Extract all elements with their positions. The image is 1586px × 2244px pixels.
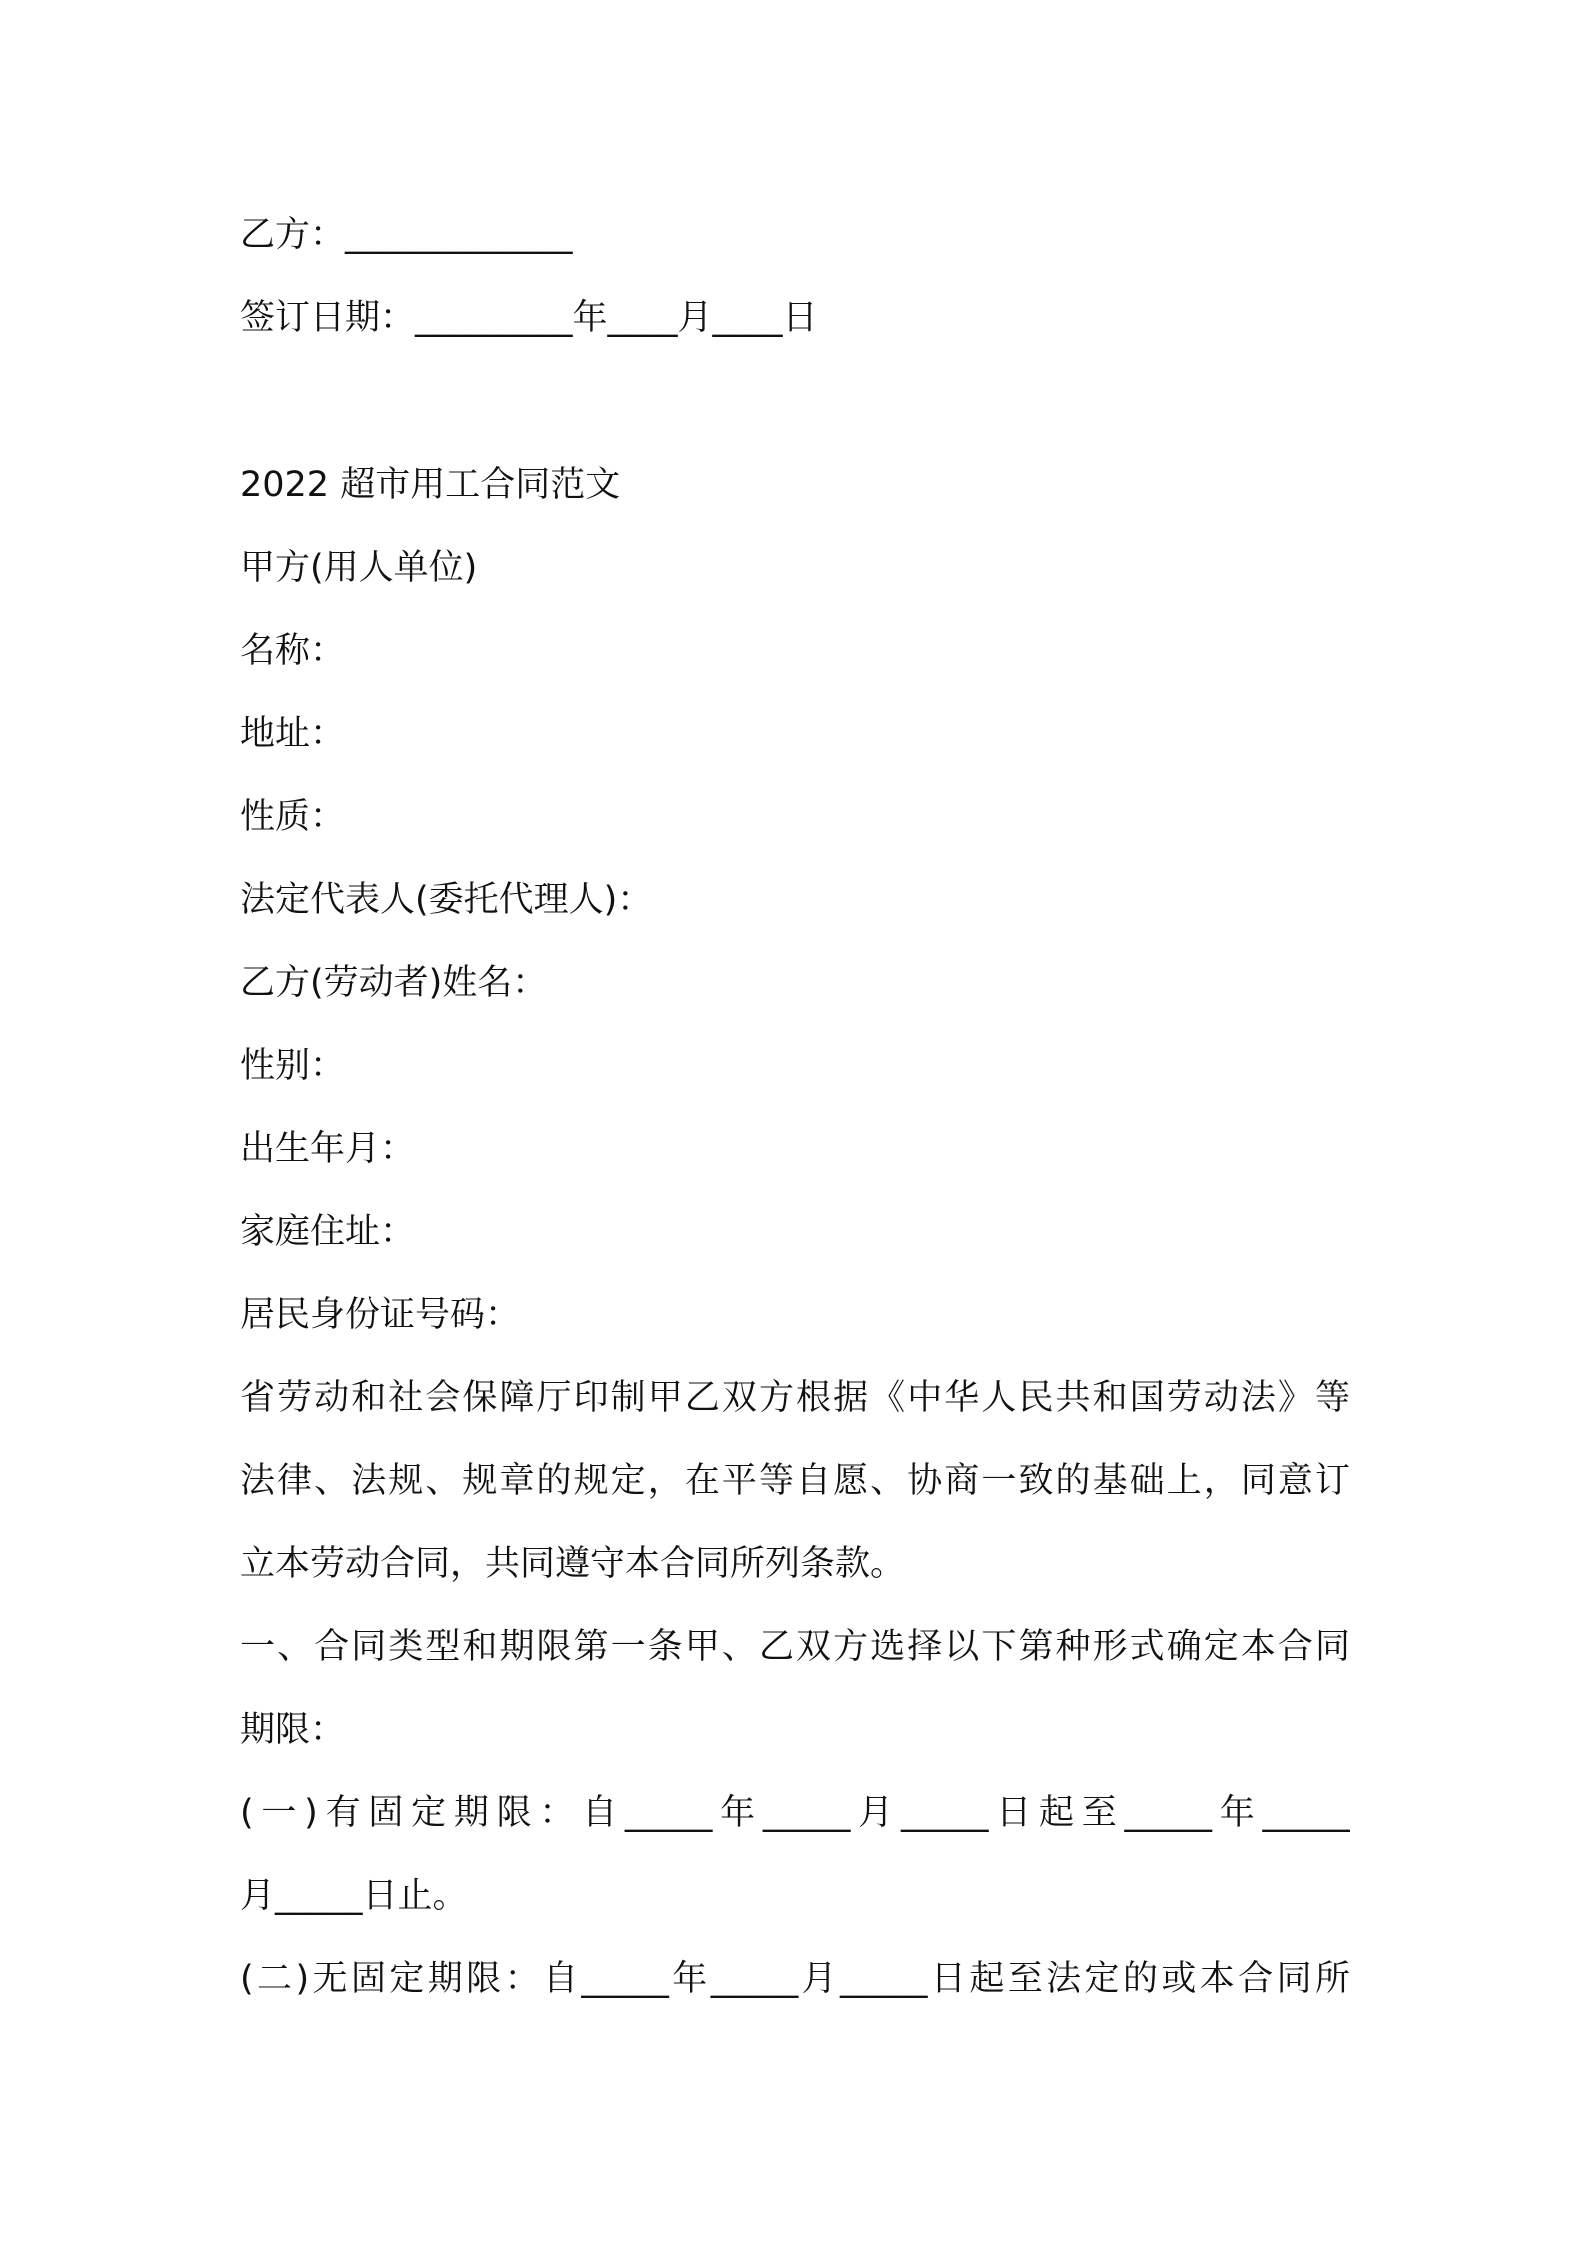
paragraph-line: 省劳动和社会保障厅印制甲乙双方根据《中华人民共和国劳动法》等 [240,1378,1350,1418]
section-spacer [240,360,1350,444]
legal-representative-label: 法定代表人(委托代理人)： [240,880,653,920]
id-number-label: 居民身份证号码： [240,1295,521,1335]
signing-date-line: 签订日期：_________年____月____日 [240,298,818,338]
intro-paragraph [240,1357,1350,1606]
fixed-term-paragraph [240,1772,1350,1938]
document-title: 2022 超市用工合同范文 [240,465,621,505]
party-a-heading: 甲方(用人单位) [240,548,478,588]
paragraph-line: (二)无固定期限：自_____年_____月_____日起至法定的或本合同所 [240,1959,1350,1999]
address-field-label: 地址： [240,714,346,754]
paragraph-line: (一)有固定期限：自_____年_____月_____日起至_____年_____ [240,1793,1350,1833]
birth-date-label: 出生年月： [240,1129,416,1169]
document-body [240,194,1350,2021]
party-b-signature-line: 乙方：_____________ [240,215,573,255]
paragraph-line: 月_____日止。 [240,1876,468,1916]
paragraph-line: 一、合同类型和期限第一条甲、乙双方选择以下第种形式确定本合同 [240,1627,1350,1667]
gender-field-label: 性别： [240,1046,346,1086]
contract-type-paragraph [240,1606,1350,1772]
name-field-label: 名称： [240,631,346,671]
open-term-paragraph [240,1938,1350,2021]
paragraph-line: 立本劳动合同，共同遵守本合同所列条款。 [240,1544,906,1584]
home-address-label: 家庭住址： [240,1212,416,1252]
party-b-name-label: 乙方(劳动者)姓名： [240,963,548,1003]
paragraph-line: 法律、法规、规章的规定，在平等自愿、协商一致的基础上，同意订 [240,1461,1350,1501]
nature-field-label: 性质： [240,797,346,837]
paragraph-line: 期限： [240,1710,346,1750]
